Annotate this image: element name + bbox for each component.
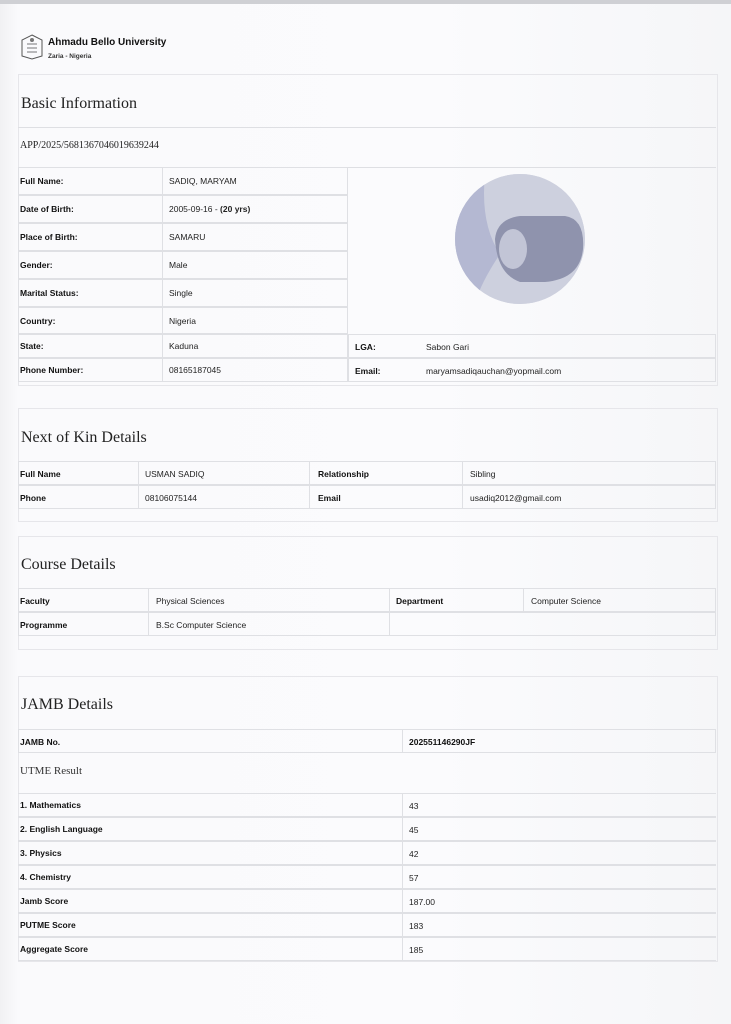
basic-info-value	[169, 176, 237, 186]
utme-result-label: 2. English Language	[20, 824, 103, 834]
programme-label: Programme	[20, 620, 68, 630]
applicant-photo	[455, 174, 585, 304]
utme-result-value: 42	[409, 849, 419, 859]
utme-result-label: 3. Physics	[20, 848, 62, 858]
basic-info-value	[169, 288, 193, 298]
basic-info-label: Marital Status:	[20, 288, 79, 298]
utme-result-title: UTME Result	[20, 765, 83, 777]
kin-phone-label: Phone	[20, 493, 46, 503]
utme-result-value: 57	[409, 873, 419, 883]
kin-relationship-label: Relationship	[318, 469, 370, 479]
basic-info-col	[162, 251, 163, 279]
utme-result-row	[18, 817, 716, 841]
basic-info-value	[169, 365, 221, 375]
basic-info-value	[169, 341, 198, 351]
utme-result-col	[402, 841, 403, 865]
basic-info-value-text: 2005-09-16 -	[169, 204, 221, 214]
utme-result-col	[402, 913, 403, 937]
utme-result-row	[18, 865, 716, 889]
email-label: Email:	[355, 366, 381, 376]
university-logo	[20, 34, 44, 60]
basic-info-value	[169, 316, 196, 326]
department-label: Department	[396, 596, 444, 606]
top-edge	[0, 0, 731, 4]
basic-info-col	[162, 307, 163, 334]
divider	[18, 127, 716, 128]
utme-result-col	[402, 937, 403, 961]
basic-info-value-text: Kaduna	[169, 341, 199, 351]
basic-info-col	[162, 195, 163, 223]
basic-info-label: Country:	[20, 315, 56, 326]
programme-value: B.Sc Computer Science	[156, 620, 247, 630]
basic-info-label: Place of Birth:	[20, 232, 78, 242]
utme-result-label: 4. Chemistry	[20, 872, 72, 882]
kin-email-label: Email	[318, 493, 341, 503]
basic-info-col	[162, 167, 163, 195]
basic-info-col	[162, 358, 163, 382]
basic-info-label: Full Name:	[20, 176, 64, 186]
basic-info-label: State:	[20, 341, 44, 351]
kin-row	[18, 485, 716, 509]
lga-row	[348, 334, 716, 358]
email-value: maryamsadiqauchan@yopmail.com	[426, 366, 562, 376]
basic-info-title: Basic Information	[21, 95, 137, 112]
basic-info-col	[162, 223, 163, 251]
kin-fullname-value: USMAN SADIQ	[145, 469, 205, 479]
utme-result-label: PUTME Score	[20, 920, 76, 930]
utme-result-col	[402, 817, 403, 841]
basic-info-value	[169, 260, 187, 270]
utme-result-value: 185	[409, 945, 424, 955]
basic-info-label: Phone Number:	[20, 365, 84, 375]
course-details-title: Course Details	[21, 556, 116, 573]
age-value: (20 yrs)	[220, 204, 251, 214]
basic-info-value-text: Male	[169, 260, 188, 270]
utme-result-row	[18, 913, 716, 937]
jamb-no-value: 202551146290JF	[409, 737, 476, 747]
basic-info-label: Gender:	[20, 260, 53, 270]
jamb-no-label: JAMB No.	[20, 737, 61, 747]
basic-info-value-text: Nigeria	[169, 315, 196, 326]
lga-label: LGA:	[355, 342, 376, 352]
basic-info-value-text: 08165187045	[169, 365, 222, 375]
utme-result-row	[18, 841, 716, 865]
basic-info-value-text: SAMARU	[169, 232, 206, 242]
jamb-no-row	[18, 729, 716, 753]
utme-result-label: Aggregate Score	[20, 944, 89, 954]
faculty-label: Faculty	[20, 596, 50, 606]
utme-result-value: 45	[409, 825, 419, 835]
utme-result-value: 183	[409, 921, 424, 931]
utme-result-col	[402, 865, 403, 889]
university-location: Zaria - Nigeria	[48, 53, 92, 60]
faculty-value: Physical Sciences	[156, 596, 225, 606]
utme-result-label: Jamb Score	[20, 896, 69, 906]
utme-result-col	[402, 793, 403, 817]
department-value: Computer Science	[531, 596, 601, 606]
next-of-kin-title: Next of Kin Details	[21, 429, 147, 446]
kin-relationship-value: Sibling	[470, 469, 496, 479]
utme-result-row	[18, 793, 716, 817]
course-col	[523, 588, 524, 612]
utme-result-row	[18, 937, 716, 961]
basic-info-col	[162, 279, 163, 307]
kin-col	[462, 461, 463, 509]
jamb-col	[402, 729, 403, 753]
application-number: APP/2025/5681367046019639244	[20, 140, 159, 151]
basic-info-value-text: SADIQ, MARYAM	[169, 176, 237, 186]
kin-phone-value: 08106075144	[145, 493, 198, 503]
university-name: Ahmadu Bello University	[48, 37, 167, 48]
lga-value: Sabon Gari	[426, 342, 469, 352]
utme-result-label: 1. Mathematics	[20, 800, 81, 810]
utme-result-value: 187.00	[409, 897, 435, 907]
kin-email-value: usadiq2012@gmail.com	[470, 493, 562, 503]
jamb-details-title: JAMB Details	[21, 696, 113, 713]
basic-info-value	[169, 232, 205, 242]
utme-result-row	[18, 889, 716, 913]
basic-info-col	[162, 334, 163, 358]
utme-result-col	[402, 889, 403, 913]
basic-info-value-text: Single	[169, 288, 193, 298]
basic-info-label: Date of Birth:	[20, 204, 74, 214]
utme-result-value: 43	[409, 801, 419, 811]
basic-info-value	[169, 204, 250, 214]
kin-fullname-label: Full Name	[20, 469, 61, 479]
